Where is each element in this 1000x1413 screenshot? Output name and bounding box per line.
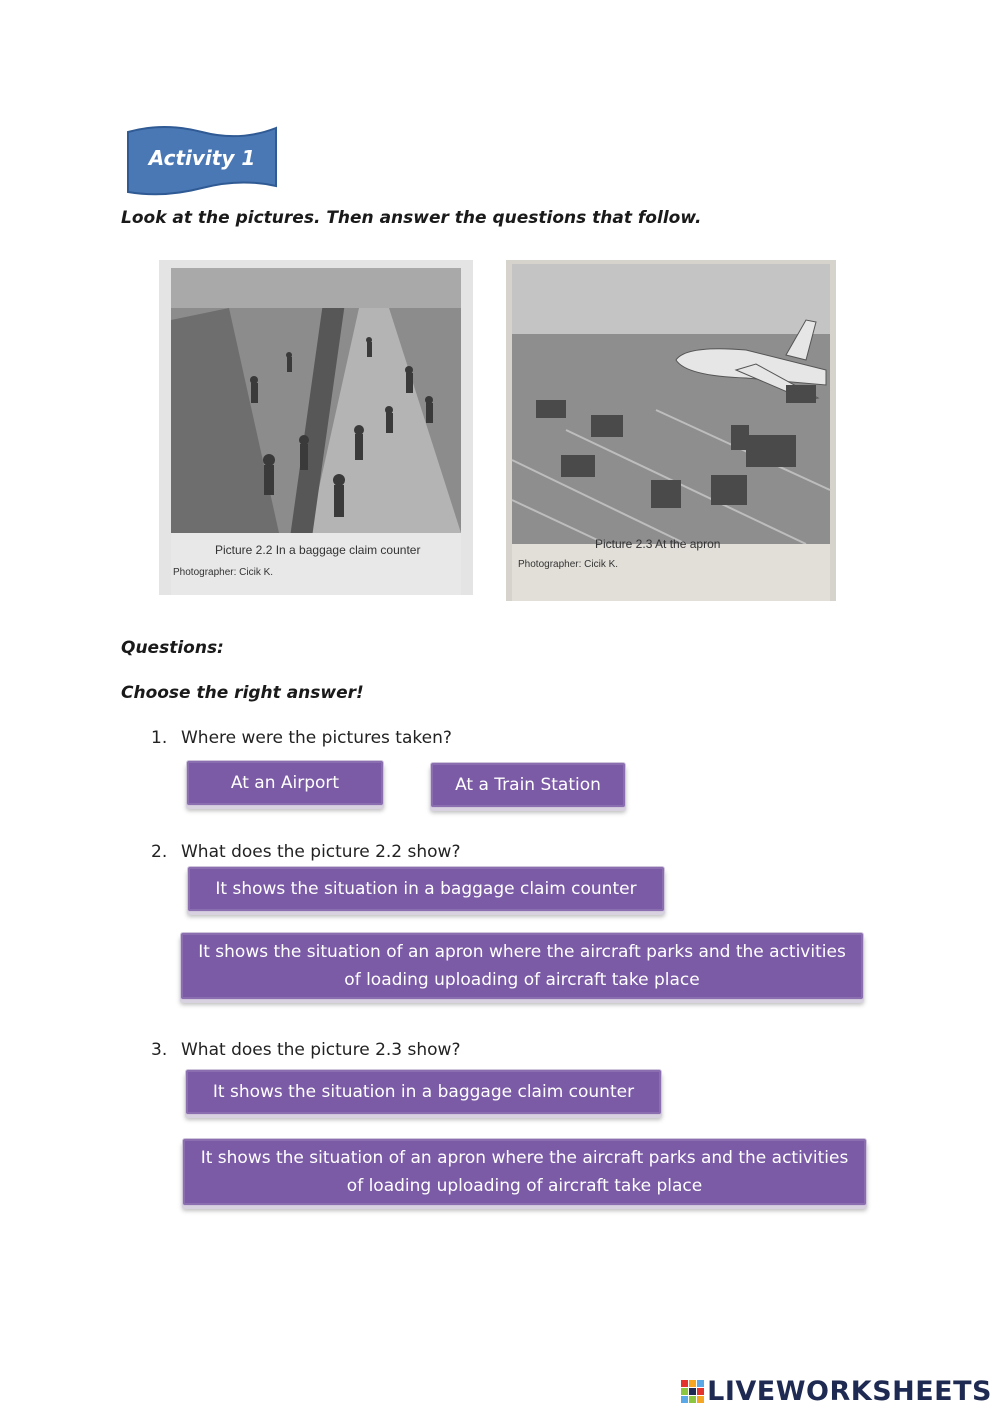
q3-option-baggage-claim[interactable]: It shows the situation in a baggage claim counter: [185, 1069, 662, 1115]
picture-2-2-caption: Picture 2.2 In a baggage claim counter: [215, 543, 421, 557]
question-1: [151, 728, 452, 748]
q3-option-apron[interactable]: It shows the situation of an apron where the aircraft parks and the activities of loading uploading of aircraft take place: [182, 1138, 867, 1206]
liveworksheets-logo: [681, 1376, 992, 1407]
q1-option-airport[interactable]: At an Airport: [186, 760, 384, 806]
question-text: What does the picture 2.2 show?: [181, 842, 461, 862]
picture-2-3-credit: Photographer: Cicik K.: [518, 559, 619, 570]
question-number: 1.: [151, 728, 168, 748]
picture-apron: [506, 260, 836, 601]
choose-heading: Choose the right answer!: [121, 683, 364, 703]
q2-option-baggage-claim[interactable]: It shows the situation in a baggage claim counter: [187, 866, 665, 912]
brand-name: LIVEWORKSHEETS: [707, 1376, 992, 1407]
picture-2-3-caption: Picture 2.3 At the apron: [595, 537, 721, 551]
picture-2-2-credit: Photographer: Cicik K.: [173, 567, 274, 578]
instruction-text: Look at the pictures. Then answer the questions that follow.: [121, 208, 702, 228]
logo-grid-icon: [681, 1380, 705, 1404]
question-text: What does the picture 2.3 show?: [181, 1040, 461, 1060]
question-3: [151, 1040, 460, 1060]
question-number: 3.: [151, 1040, 168, 1060]
question-2: [151, 842, 460, 862]
picture-baggage-claim: [159, 260, 473, 595]
q1-option-train-station[interactable]: At a Train Station: [430, 762, 626, 808]
questions-heading: Questions:: [121, 638, 224, 658]
question-text: Where were the pictures taken?: [181, 728, 452, 748]
question-number: 2.: [151, 842, 168, 862]
activity-title: Activity 1: [148, 146, 256, 170]
q2-option-apron[interactable]: It shows the situation of an apron where the aircraft parks and the activities of loading uploading of aircraft take place: [180, 932, 864, 1000]
